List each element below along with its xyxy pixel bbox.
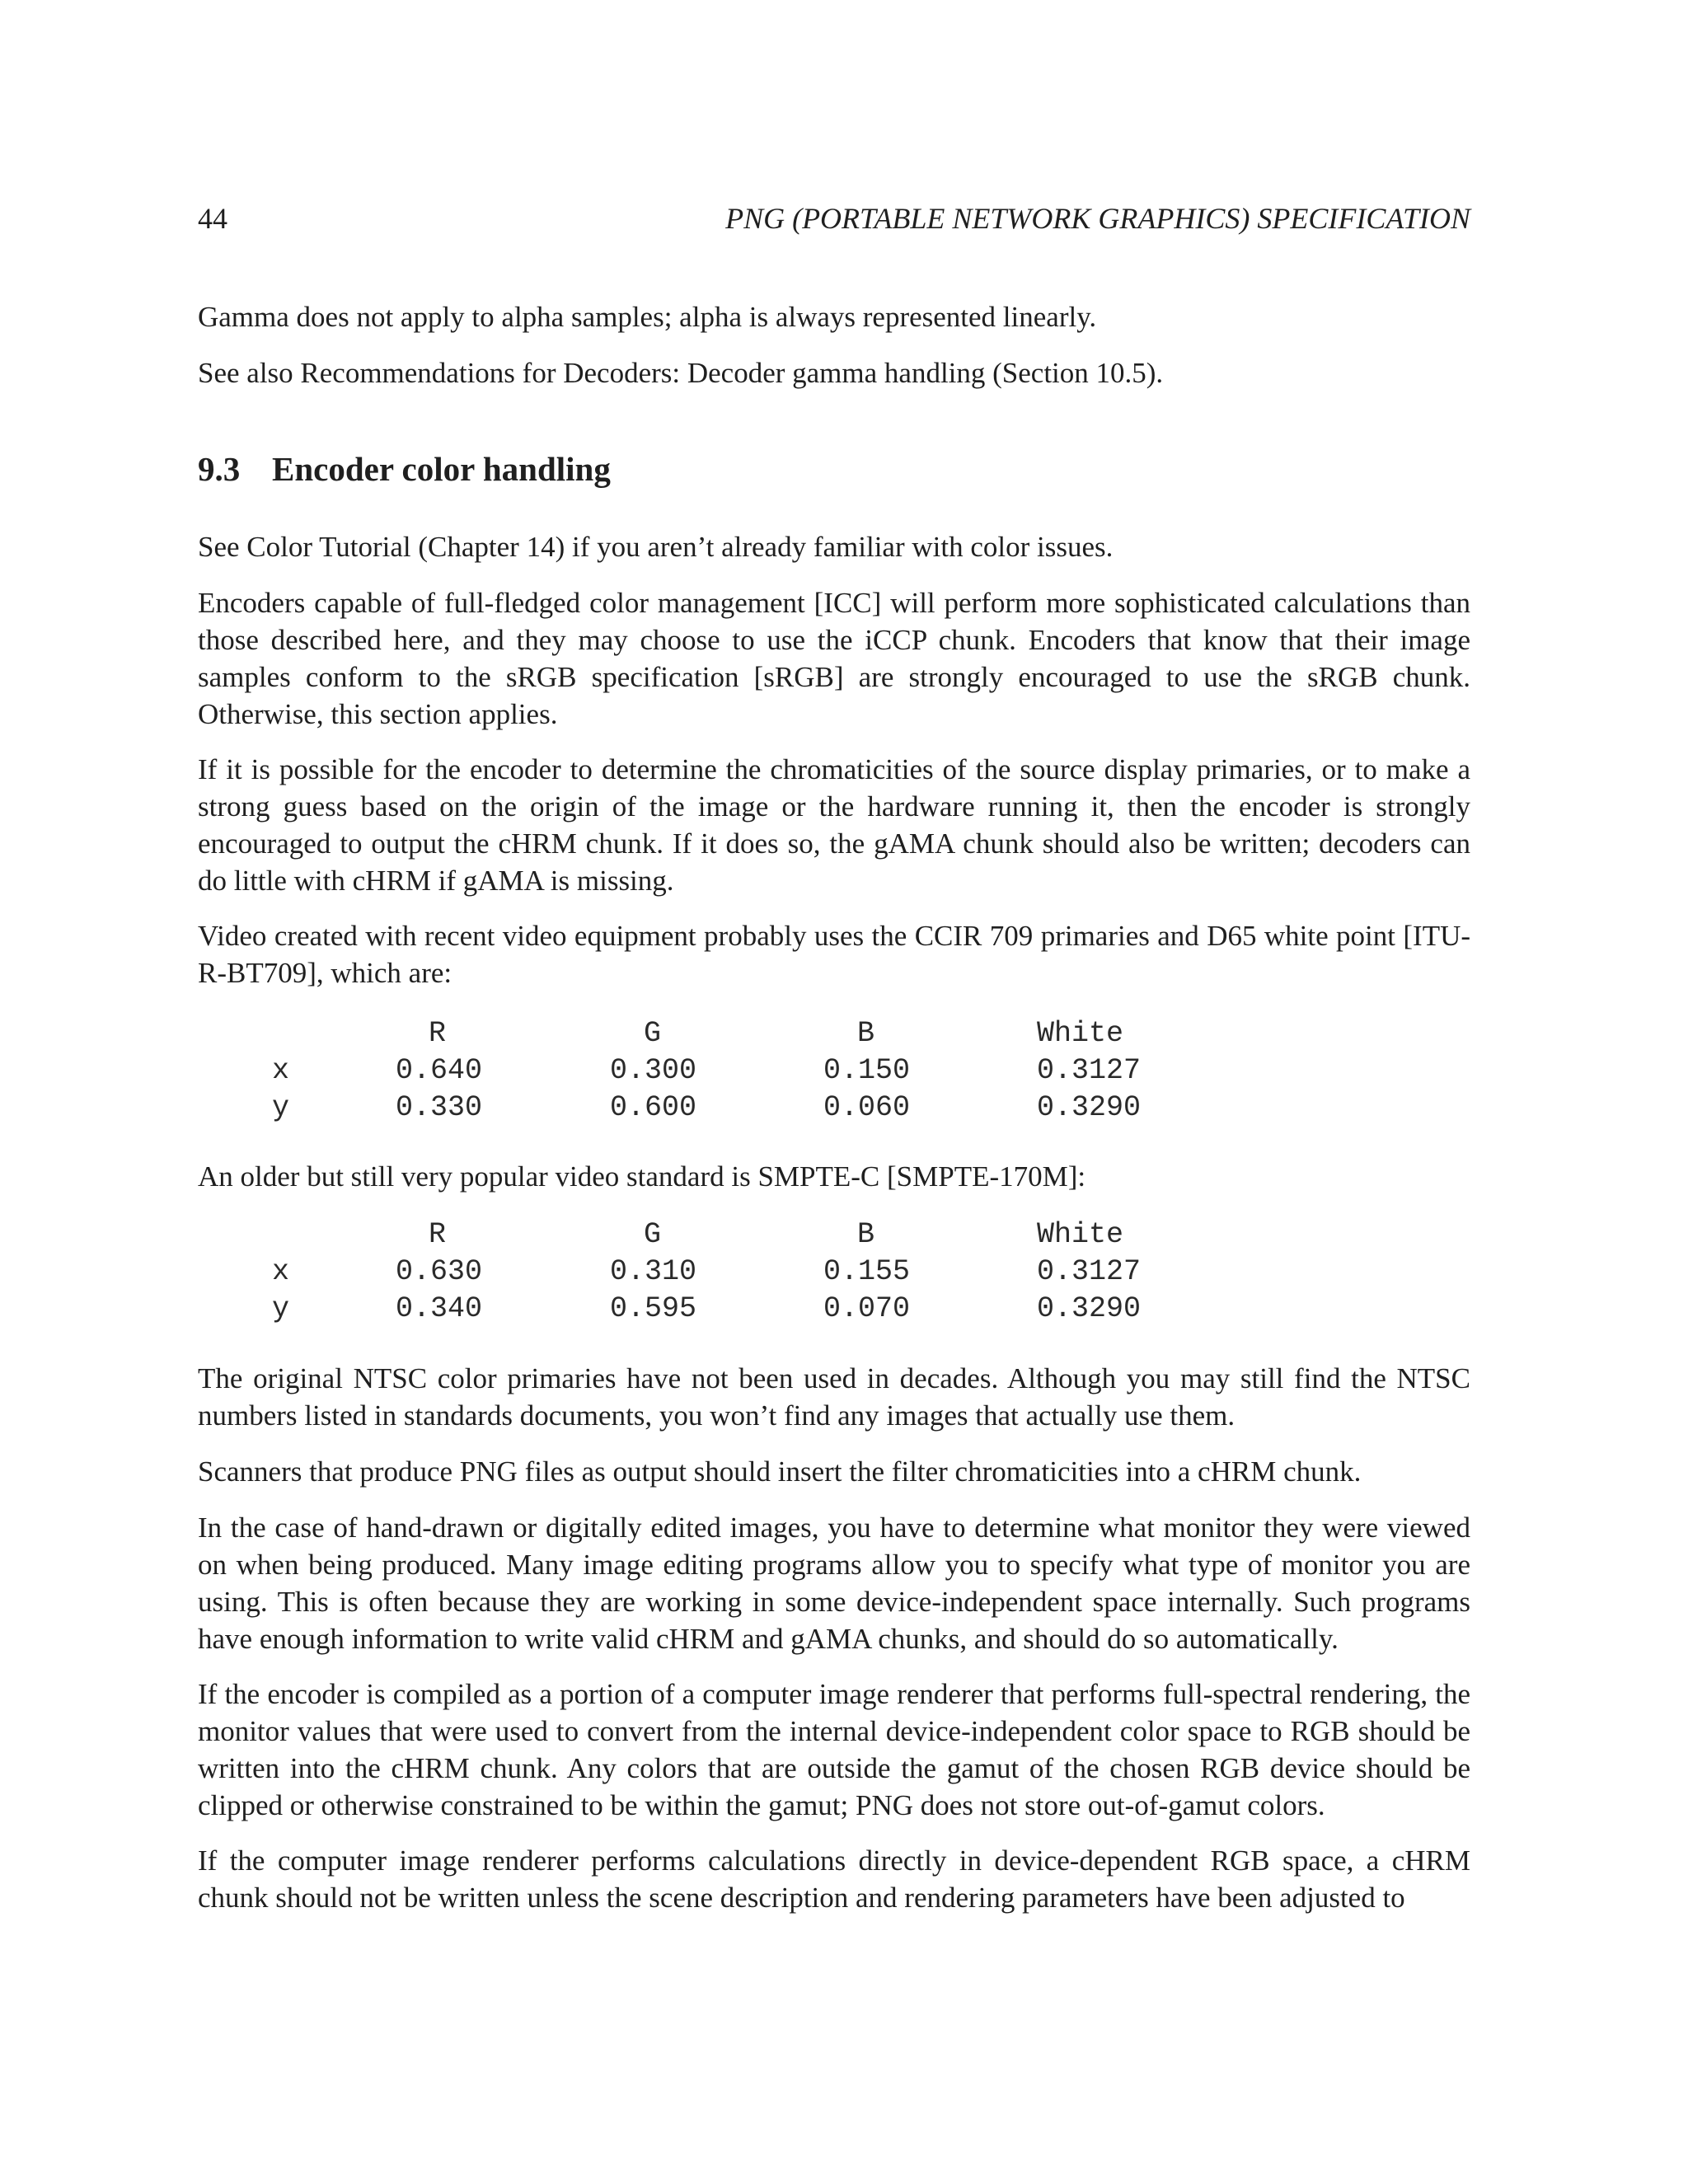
table-cell: 0.640: [396, 1054, 483, 1087]
paragraph-full-spectral: If the encoder is compiled as a portion of a computer image renderer that performs full-spectral rendering, the monitor values that were used to convert from the internal device-independent color space to RGB should be written into the cHRM chunk. Any colors that are outside the gamut of the chosen RGB device should be clipped or otherwise constrained to be within the gamut; PNG does not store out-of-gamut colors.: [198, 1678, 1470, 1821]
section-number: 9.3: [198, 450, 241, 488]
table-row-label: y: [272, 1292, 290, 1325]
table-cell: 0.3290: [1037, 1292, 1142, 1325]
paragraph-hand-drawn: In the case of hand-drawn or digitally edited images, you have to determine what monitor they were viewed on when being produced. Many image editing programs allow you to specify what type of monitor you are using. This is often because they are working in some device-independent space internally. Such programs have enough information to write valid cHRM and gAMA chunks, and should do so automatically.: [198, 1511, 1470, 1655]
table-header-row: [198, 1015, 1470, 1052]
table-header-row: [198, 1216, 1470, 1254]
section-heading: [198, 448, 611, 490]
table-cell: 0.300: [610, 1054, 697, 1087]
table-header-cell: B: [857, 1218, 875, 1251]
table-cell: 0.150: [823, 1054, 911, 1087]
table-header-cell: G: [644, 1017, 662, 1050]
section-title: Encoder color handling: [272, 450, 611, 488]
table-cell: 0.310: [610, 1255, 697, 1288]
table-cell: 0.070: [823, 1292, 911, 1325]
table-header-cell: B: [857, 1017, 875, 1050]
paragraph-scanners: Scanners that produce PNG files as output should insert the filter chromaticities into a cHRM chunk.: [198, 1455, 1362, 1488]
page-number: 44: [198, 202, 227, 235]
running-header: [198, 198, 1470, 239]
ccir709-chromaticity-table: [198, 1015, 1470, 1127]
table-cell: 0.3127: [1037, 1054, 1142, 1087]
table-header-cell: R: [429, 1218, 447, 1251]
table-header-cell: White: [1037, 1017, 1124, 1050]
table-row: [198, 1254, 1470, 1291]
table-row-label: x: [272, 1255, 290, 1288]
table-row: [198, 1090, 1470, 1127]
running-header-title: PNG (PORTABLE NETWORK GRAPHICS) SPECIFICATION: [725, 202, 1470, 235]
table-header-cell: R: [429, 1017, 447, 1050]
table-cell: 0.630: [396, 1255, 483, 1288]
table-cell: 0.330: [396, 1091, 483, 1124]
paragraph-device-dependent: If the computer image renderer performs calculations directly in device-dependent RGB space, a cHRM chunk should not be written unless the scene description and rendering parameters have been adjusted to: [198, 1844, 1470, 1914]
paragraph-ccir709-intro: Video created with recent video equipment probably uses the CCIR 709 primaries and D65 white point [ITU-R-BT709], which are:: [198, 920, 1470, 989]
table-cell: 0.3127: [1037, 1255, 1142, 1288]
smpte-chromaticity-table: [198, 1216, 1470, 1328]
table-row-label: x: [272, 1054, 290, 1087]
table-cell: 0.600: [610, 1091, 697, 1124]
table-header-cell: White: [1037, 1218, 1124, 1251]
table-header-cell: G: [644, 1218, 662, 1251]
table-cell: 0.595: [610, 1292, 697, 1325]
paragraph-color-management: Encoders capable of full-fledged color management [ICC] will perform more sophisticated calculations than those described here, and they may choose to use the iCCP chunk. Encoders that know that their image samples conform to the sRGB specification [sRGB] are strongly encouraged to use the sRGB chunk. Otherwise, this section applies.: [198, 587, 1470, 730]
table-cell: 0.340: [396, 1292, 483, 1325]
paragraph-smpte-intro: An older but still very popular video standard is SMPTE-C [SMPTE-170M]:: [198, 1160, 1086, 1193]
table-cell: 0.060: [823, 1091, 911, 1124]
paragraph-chrm-recommendation: If it is possible for the encoder to determine the chromaticities of the source display primaries, or to make a strong guess based on the origin of the image or the hardware running it, then the encoder is strongly encouraged to output the cHRM chunk. If it does so, the gAMA chunk should also be written; decoders can do little with cHRM if gAMA is missing.: [198, 753, 1470, 897]
table-cell: 0.3290: [1037, 1091, 1142, 1124]
intro-paragraph-alpha: Gamma does not apply to alpha samples; alpha is always represented linearly.: [198, 301, 1097, 333]
intro-paragraph-see-also: See also Recommendations for Decoders: Decoder gamma handling (Section 10.5).: [198, 357, 1164, 389]
table-row: [198, 1052, 1470, 1090]
table-row: [198, 1291, 1470, 1328]
paragraph-ntsc: The original NTSC color primaries have not been used in decades. Although you may still find the NTSC numbers listed in standards documents, you won’t find any images that actually use them.: [198, 1362, 1470, 1432]
table-cell: 0.155: [823, 1255, 911, 1288]
paragraph-color-tutorial: See Color Tutorial (Chapter 14) if you aren’t already familiar with color issues.: [198, 531, 1114, 563]
table-row-label: y: [272, 1091, 290, 1124]
